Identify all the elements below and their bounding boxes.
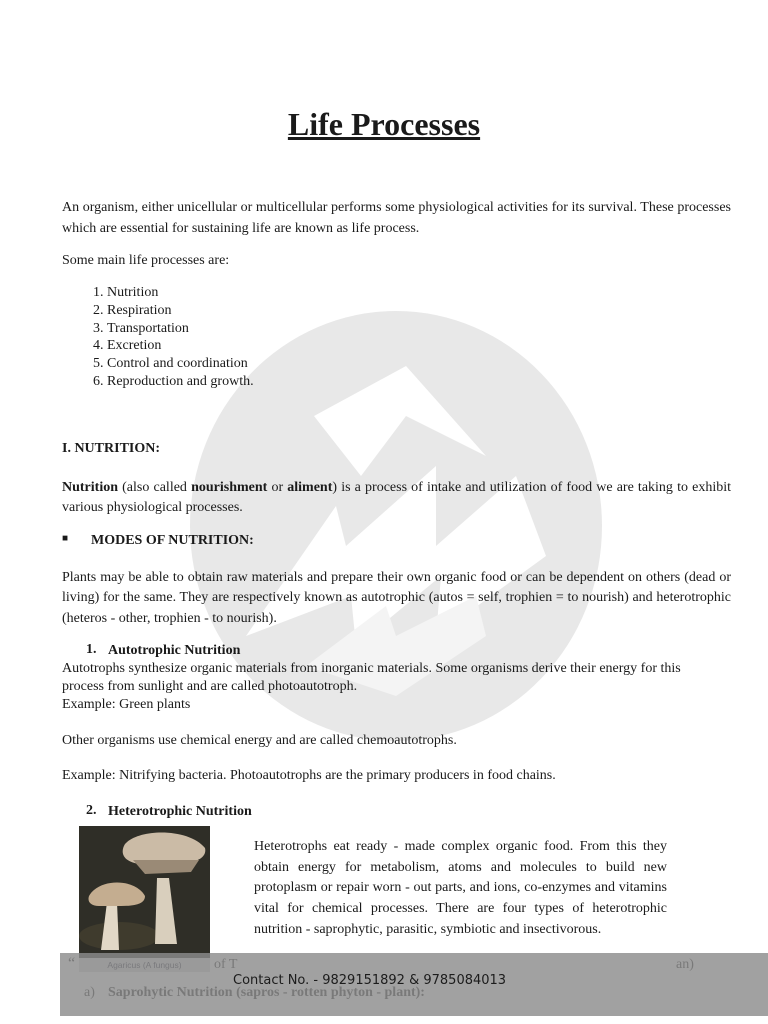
- list-item: 5. Control and coordination: [107, 355, 254, 373]
- primary-producers-paragraph: Example: Nitrifying bacteria. Photoautotrophs are the primary producers in food chains.: [62, 768, 556, 783]
- chemoautotroph-paragraph: Other organisms use chemical energy and are called chemoautotrophs.: [62, 733, 457, 748]
- list-item: 1. Nutrition: [107, 284, 254, 302]
- intro-paragraph: An organism, either unicellular or multicellular performs some physiological activities for its survival. These processes which are essential for sustaining life are known as life process.: [62, 200, 731, 236]
- page-title: Life Processes: [287, 106, 481, 142]
- definition-text: or: [267, 480, 288, 495]
- autotrophic-example: Example: Green plants: [62, 697, 191, 712]
- list-item: 4. Excretion: [107, 337, 254, 355]
- modes-heading: MODES OF NUTRITION:: [91, 533, 254, 548]
- term-nourishment: nourishment: [191, 480, 268, 495]
- autotrophic-number: 1.: [86, 642, 97, 657]
- heterotrophic-number: 2.: [86, 803, 97, 818]
- heterotrophic-paragraph: Heterotrophs eat ready - made complex organic food. From this they obtain energy for metabolism, atoms and molecules to build new protoplasm or repair worn - out parts, and ions, co-enzymes and vitamins vital for chemical processes. There are four types of heterotrophic nutrition - saprophytic, parasitic, symbiotic and insectivorous.: [254, 839, 667, 937]
- footer-edge: [0, 1016, 768, 1024]
- list-item: 2. Respiration: [107, 302, 254, 320]
- footer-contact: Contact No. - 9829151892 & 9785084013: [233, 973, 507, 988]
- modes-paragraph: Plants may be able to obtain raw materials and prepare their own organic food or can be dependent on others (dead or living) for the same. They are respectively known as autotrophic (autos = self, trophien = to nourish) and heterotrophic (heteros - other, trophien - to nourish).: [62, 570, 731, 626]
- mushroom-image: [79, 826, 210, 958]
- heterotrophic-heading: Heterotrophic Nutrition: [108, 804, 252, 819]
- footer-bar: [60, 953, 768, 1024]
- section-heading-nutrition: I. NUTRITION:: [62, 441, 161, 456]
- square-bullet-icon: ■: [62, 533, 69, 544]
- mushroom-figure: [79, 826, 210, 972]
- list-item: 3. Transportation: [107, 320, 254, 338]
- autotrophic-heading: Autotrophic Nutrition: [108, 643, 241, 658]
- term-nutrition: Nutrition: [62, 480, 118, 495]
- list-intro: Some main life processes are:: [62, 253, 230, 268]
- autotrophic-line-2: process from sunlight and are called photoautotroph.: [62, 679, 358, 694]
- nutrition-definition: [62, 478, 731, 517]
- definition-text: (also called: [118, 480, 192, 495]
- definition-text: ) is a process of intake and utilization of food we are taking to exhibit various physiological processes.: [62, 480, 731, 515]
- term-aliment: aliment: [287, 480, 333, 495]
- list-item: 6. Reproduction and growth.: [107, 373, 254, 391]
- autotrophic-line-1: Autotrophs synthesize organic materials from inorganic materials. Some organisms derive their energy for this: [62, 661, 681, 676]
- life-process-list: [62, 284, 254, 391]
